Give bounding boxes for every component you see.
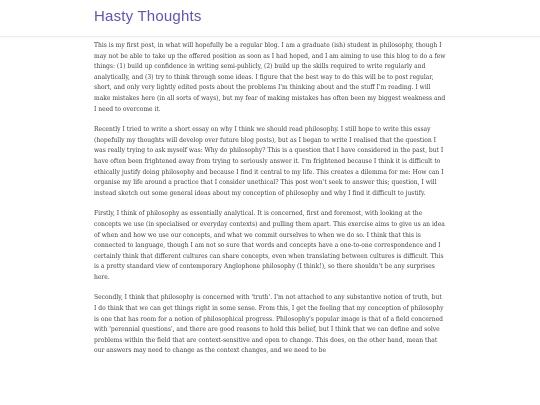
post-body [94, 41, 446, 367]
site-title-link[interactable]: Hasty Thoughts [94, 8, 202, 25]
post-paragraph-2: Recently I tried to write a short essay on why I think we should read philosophy. I still hope to write this essay (hopefully my thoughts will develop over future blog posts), but as I began to write I realised that the question I was really trying to ask myself was: Why do philosophy? This is a question that I have considered in the past, but I have often been frightened away from trying to seriously answer it. I'm frightened because I think it is difficult to ethically justify doing philosophy and because I find it central to my life. This creates a dilemma for me: How can I organise my life around a practice that I consider unethical? This post won't seek to answer this; question, I will instead sketch out some general ideas about my conception of philosophy and why I find it difficult to justify. [94, 126, 444, 197]
post-paragraph-4: Secondly, I think that philosophy is concerned with 'truth'. I'm not attached to any substantive notion of truth, but I do think that we can get things right in some sense. From this, I get the feeling that my conception of philosophy is one that has room for a notion of philosophical progress. Philosophy's popular image is that of a field concerned with 'perennial questions', and there are good reasons to hold this belief, but I think that we can define and solve problems within the field that are context-sensitive and open to change. This does, on the other hand, mean that our answers may need to change as the context changes, and we need to be [94, 294, 444, 355]
post-paragraph-3: Firstly, I think of philosophy as essentially analytical. It is concerned, first and foremost, with looking at the concepts we use (in specialised or everyday contexts) and pulling them apart. This exercise aims to give us an idea of when and how we use our concepts, and what we commit ourselves to when we do so. I think that this is connected to language, though I am not so sure that words and concepts have a one-to-one correspondence and I certainly think that different cultures can share concepts, even when translating between cultures is difficult. This is a pretty standard view of contemporary Anglophone philosophy (I think!), so there shouldn't be any surprises here. [94, 210, 445, 281]
site-header [0, 0, 540, 37]
post-paragraph-1: This is my first post, in what will hopefully be a regular blog. I am a graduate (ish) student in philosophy, though I may not be able to take up the offered position as soon as I had hoped, and I am aiming to use this blog to do a few things: (1) build up confidence in writing semi-publicly, (2) build up the skills required to write regularly and analytically, and (3) try to think through some ideas. I figure that the best way to do this will be to post regular, short, and only very lightly edited posts about the problems I'm thinking about and the stuff I'm reading. I will make mistakes here (in all sorts of ways), but my fear of making mistakes has often been my biggest weakness and I need to overcome it. [94, 42, 446, 113]
